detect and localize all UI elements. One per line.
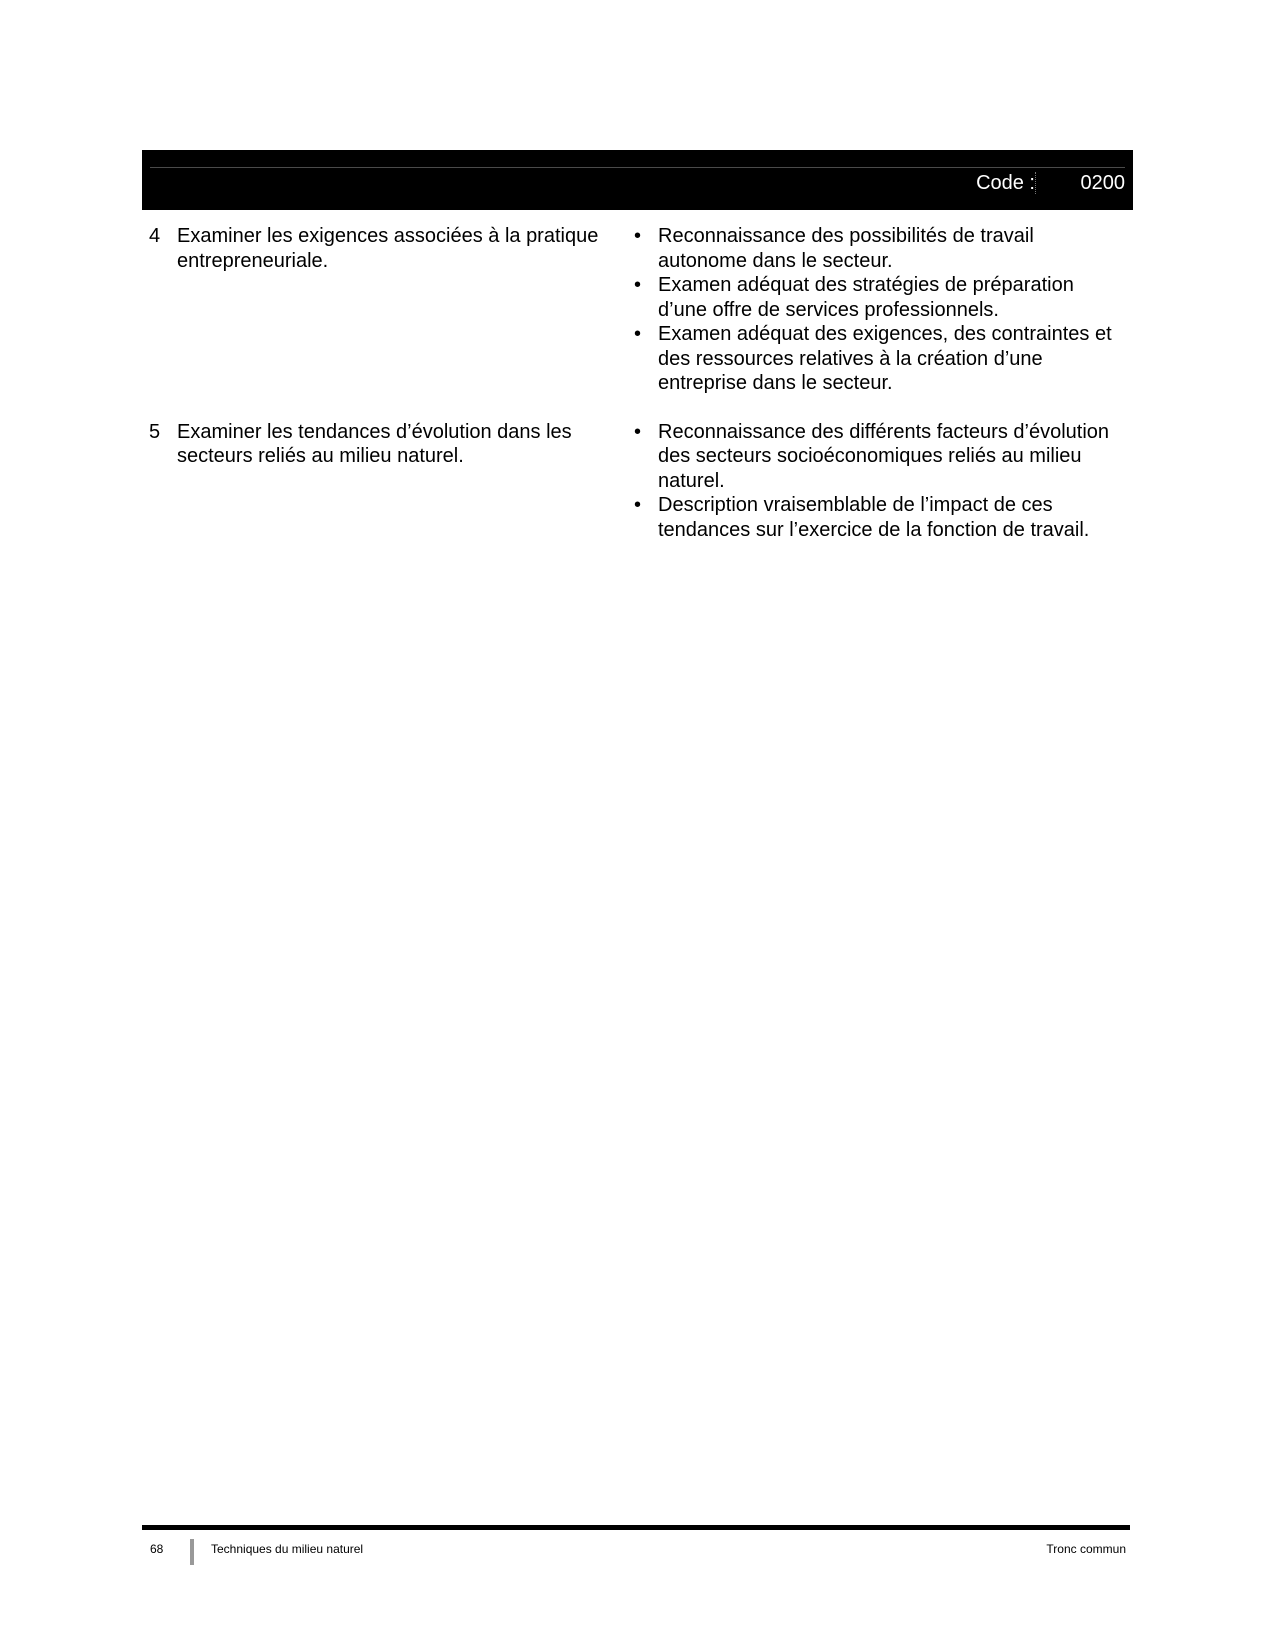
code-value: 0200 bbox=[1080, 172, 1125, 194]
list-item bbox=[632, 273, 1122, 322]
header-bar bbox=[142, 150, 1133, 210]
criterion-text: Examen adéquat des exigences, des contraintes et des ressources relatives à la création d’une entreprise dans le secteur. bbox=[658, 323, 1112, 394]
footer-rule bbox=[142, 1525, 1130, 1530]
header-rule bbox=[150, 167, 1125, 168]
list-item bbox=[632, 493, 1122, 542]
element-text: Examiner les exigences associées à la pratique entrepreneuriale. bbox=[177, 225, 599, 272]
bullet-icon: • bbox=[634, 225, 642, 247]
bullet-icon: • bbox=[634, 420, 642, 443]
footer-section-title: Tronc commun bbox=[1046, 1542, 1126, 1556]
criterion-text: Reconnaissance des possibilités de travail autonome dans le secteur. bbox=[658, 225, 1034, 272]
element-cell bbox=[142, 224, 632, 396]
bullet-icon: • bbox=[634, 274, 642, 296]
criterion-text: Description vraisemblable de l’impact de ces tendances sur l’exercice de la fonction de travail. bbox=[658, 494, 1090, 541]
criteria-list bbox=[632, 420, 1122, 543]
footer-divider bbox=[190, 1539, 194, 1565]
elements-table bbox=[142, 224, 1133, 566]
list-item bbox=[632, 420, 1122, 494]
element-cell bbox=[142, 420, 632, 543]
list-item bbox=[632, 224, 1122, 273]
element-text: Examiner les tendances d’évolution dans les secteurs reliés au milieu naturel. bbox=[177, 420, 572, 467]
criterion-text: Examen adéquat des stratégies de préparation d’une offre de services professionnels. bbox=[658, 274, 1074, 321]
code-label: Code : bbox=[976, 172, 1035, 194]
footer-program-title: Techniques du milieu naturel bbox=[211, 1542, 364, 1556]
criteria-cell bbox=[632, 224, 1122, 396]
list-item bbox=[632, 322, 1122, 396]
element-number: 4 bbox=[149, 225, 161, 247]
criterion-text: Reconnaissance des différents facteurs d’évolution des secteurs socioéconomiques reliés au milieu naturel. bbox=[658, 420, 1110, 492]
criteria-list bbox=[632, 224, 1122, 396]
bullet-icon: • bbox=[634, 323, 642, 345]
code-separator bbox=[1035, 172, 1037, 194]
table-row bbox=[142, 420, 1133, 543]
bullet-icon: • bbox=[634, 494, 642, 516]
criteria-cell bbox=[632, 420, 1122, 543]
page-number: 68 bbox=[150, 1542, 164, 1556]
table-row bbox=[142, 224, 1133, 396]
element-number: 5 bbox=[149, 420, 161, 443]
